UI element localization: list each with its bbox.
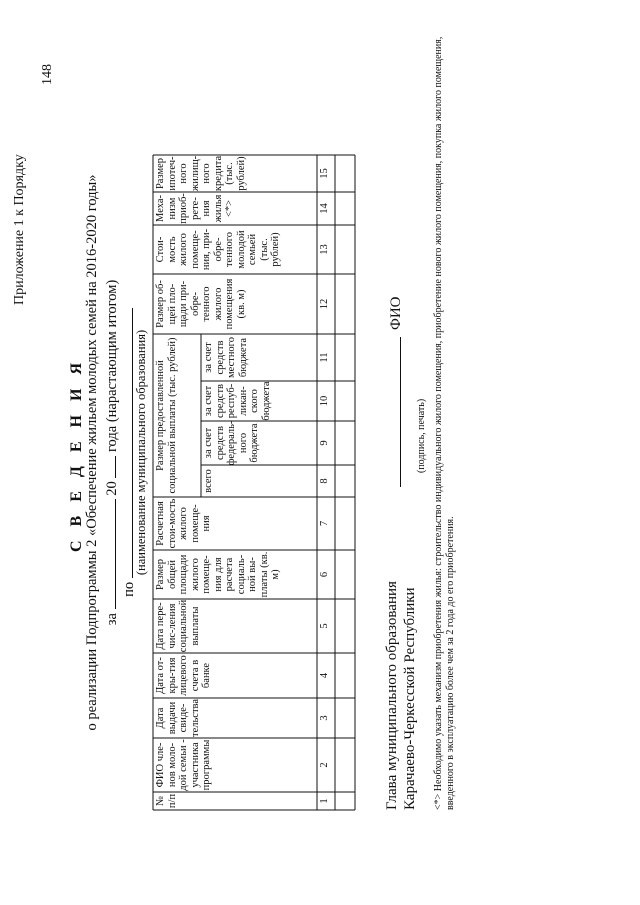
table-header-cell: ФИО чле-нов моло-дой семьи - участника программы <box>155 739 212 791</box>
table-header-cell: Меха-низм приоб-рете-ния жилья <*> <box>155 193 235 224</box>
region-prefix: по <box>121 581 137 597</box>
period-year-prefix: 20 <box>104 481 120 496</box>
table-column-number: 1 <box>319 798 331 804</box>
signature-caption: (подпись, печать) <box>416 398 427 473</box>
table-header-cell: № п/п <box>155 793 178 809</box>
region-caption: (наименование муниципального образования) <box>134 329 148 576</box>
document-title: С В Е Д Е Н И Я <box>68 357 85 553</box>
table-column-number: 6 <box>319 571 331 578</box>
table-header-cell: Дата от-кры-тия лицевого счета в банке <box>155 655 212 696</box>
table-column-number: 10 <box>319 395 331 407</box>
table-column-number: 4 <box>319 672 331 679</box>
table-header-cell: Дата пере-чис-ления социальной выплаты <box>155 599 201 653</box>
table-subheader-total: всего <box>203 469 214 493</box>
footnote: <*> Необходимо указать механизм приобретения жилья: строительство индивидуального жилого помещения, приобретение нового жилого помещения, покупка жилого помещения, введенного в эксплуатацию более чем за 2 года до его приобретения. <box>433 36 456 810</box>
table-column-number: 8 <box>319 478 331 484</box>
table-header-social-payment: Размер предоставленной социальной выплаты (тыс. рублей) <box>155 337 178 494</box>
table-column-number: 12 <box>319 298 331 310</box>
table-column-number: 9 <box>319 440 331 446</box>
signatory-name: ФИО <box>388 296 404 330</box>
table-column-number: 3 <box>319 715 331 721</box>
table-header-cell: Размер общей площади жилого помеще-ния для расчета социаль-ной вы-платы (кв. м) <box>155 551 281 598</box>
table-column-number: 14 <box>319 203 331 214</box>
signature-line <box>400 337 401 487</box>
table-subheader-federal: за счет средств федераль-ного бюджета <box>203 420 260 466</box>
table-header-cell: Дата выдачи свиде-тельства <box>155 698 201 737</box>
signatory-title-line-2: Карачаево-Черкесской Республики <box>402 587 418 810</box>
document-subtitle: о реализации Подпрограммы 2 «Обеспечение жильем молодых семей на 2016-2020 годы» <box>84 174 100 731</box>
table-column-number: 7 <box>319 520 331 527</box>
appendix-label: Приложение 1 к Порядку <box>12 154 27 305</box>
table-column-number: 13 <box>319 244 331 255</box>
table-header-cell: Расчетная стои-мость жилого помеще-ния <box>155 498 212 549</box>
table-column-number: 5 <box>319 623 331 629</box>
table-header-cell: Размер об-щей пло-щади при-обре-тенного жилого помещения (кв. м) <box>155 278 247 330</box>
table-column-number: 15 <box>319 168 331 179</box>
page-number: 148 <box>40 64 55 85</box>
table-column-number: 11 <box>319 352 331 363</box>
signatory-title-line-1: Глава муниципального образования <box>384 581 400 810</box>
table-subheader-local: за счет средств местного бюджета <box>203 337 249 378</box>
signatory-title <box>383 581 419 810</box>
table-header-cell: Размер ипотеч-ного жилищ-ного кредита (тыс. рублей) <box>155 155 247 192</box>
table-subheader-republic: за счет средств респуб-ликан-ского бюджета <box>203 381 272 421</box>
period-suffix: года (нарастающим итогом) <box>104 279 120 453</box>
table-column-number: 2 <box>319 762 331 768</box>
table-header-cell: Стои-мость жилого помеще-ния, при-обре-тенного молодой семьей (тыс. рублей) <box>155 228 281 271</box>
period-prefix: за <box>104 613 120 626</box>
